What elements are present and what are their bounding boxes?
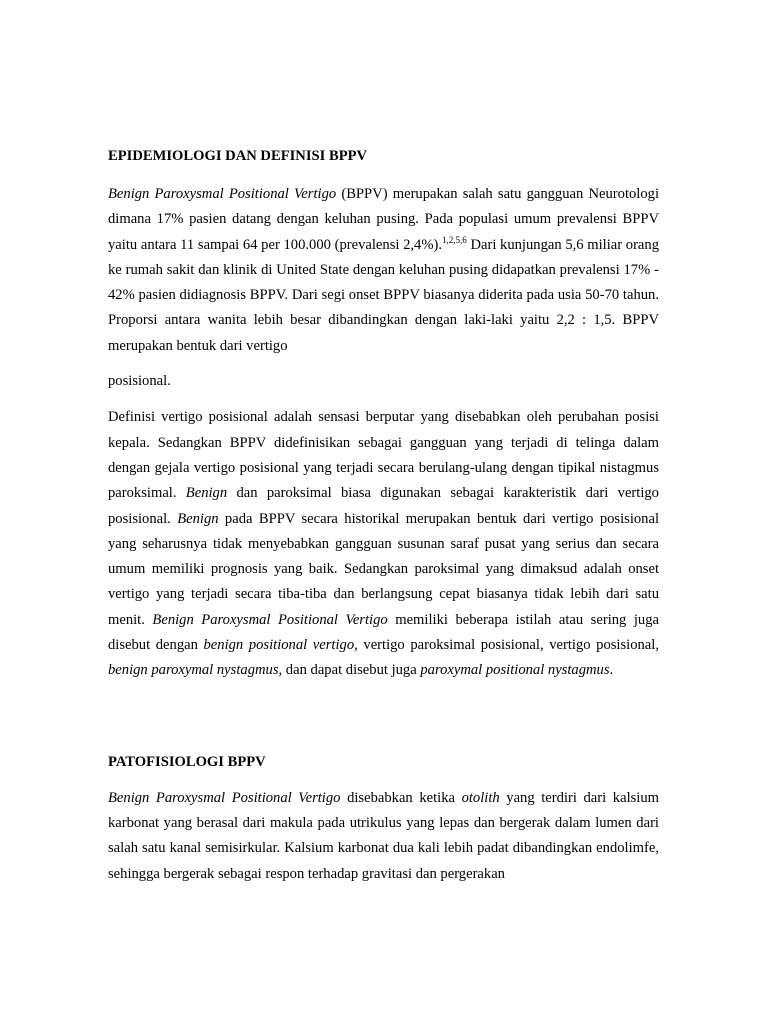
paragraph-text: Definisi vertigo posisional adalah sensasi berputar yang disebabkan oleh perubahan posisi kepala. Sedangkan BPPV didefinisikan sebagai gangguan yang terjadi di telinga dalam dengan gejala vertigo posisional yang terjadi secara berulang-ulang dengan tipikal nistagmus paroksimal. (108, 409, 659, 502)
paragraph-text: (BPPV) merupakan salah satu gangguan Neurotologi dimana 17% pasien datang dengan keluhan pusing. Pada populasi umum prevalensi BPPV yaitu antara 11 sampai 64 per 100.000 (prevalensi 2,4%). (108, 186, 659, 253)
paragraph-text: dan paroksimal biasa digunakan sebagai karakteristik dari vertigo posisional. (108, 485, 659, 527)
italic-term: benign positional vertigo, (203, 637, 358, 654)
italic-term: Benign (185, 485, 228, 502)
paragraph-text: yang terdiri dari kalsium karbonat yang berasal dari makula pada utrikulus yang lepas dan bergerak dalam lumen dari salah satu kanal semisirkular. Kalsium karbonat dua kali lebih padat dibandingkan endolimfe, sehingga bergerak sebagai respon terhadap gravitasi dan pergerakan (108, 789, 660, 882)
citation-superscript: 1,2,5,6 (442, 234, 467, 245)
paragraph-bppv-prevalence (108, 182, 659, 359)
italic-term: otolith (461, 789, 500, 806)
italic-term: Benign Paroxysmal Positional Vertigo (108, 186, 337, 202)
paragraph-posisional: posisional. (108, 373, 171, 390)
italic-term: Benign Paroxysmal Positional Vertigo (108, 789, 341, 806)
paragraph-text: dan dapat disebut juga (282, 662, 421, 679)
paragraph-text: memiliki beberapa istilah atau sering juga disebut dengan (108, 611, 659, 654)
italic-term: paroxymal positional nystagmus (420, 662, 610, 679)
paragraph-text: Dari kunjungan 5,6 miliar orang ke rumah sakit dan klinik di United State dengan keluhan pusing didapatkan prevalensi 17% - 42% pasien didiagnosis BPPV. Dari segi onset BPPV biasanya diderita pada usia 50-70 tahun. Proporsi antara wanita lebih besar dibandingkan dengan laki-laki yaitu 2,2 : 1,5. BPPV merupakan bentuk dari vertigo (108, 236, 660, 354)
paragraph-patofisiologi (108, 786, 659, 887)
section-heading-epidemiologi: EPIDEMIOLOGI DAN DEFINISI BPPV (108, 148, 368, 164)
section-heading-patofisiologi: PATOFISIOLOGI BPPV (108, 753, 266, 770)
italic-term: Benign (177, 510, 219, 527)
document-page (108, 146, 659, 887)
paragraph-text: . (609, 662, 614, 679)
paragraph-text: vertigo paroksimal posisional, vertigo posisional, (357, 637, 659, 654)
paragraph-definisi (108, 405, 659, 683)
italic-term: Benign Paroxysmal Positional Vertigo (152, 611, 388, 628)
paragraph-text: pada BPPV secara historikal merupakan bentuk dari vertigo posisional yang seharusnya tidak menyebabkan gangguan susunan saraf pusat yang serius dan secara umum memiliki prognosis yang baik. Sedangkan paroksimal yang dimaksud adalah onset vertigo yang terjadi secara tiba-tiba dan berlangsung cepat biasanya tidak lebih dari satu menit. (108, 510, 660, 628)
paragraph-text: disebabkan ketika (340, 789, 462, 806)
italic-term: benign paroxymal nystagmus, (108, 662, 283, 679)
